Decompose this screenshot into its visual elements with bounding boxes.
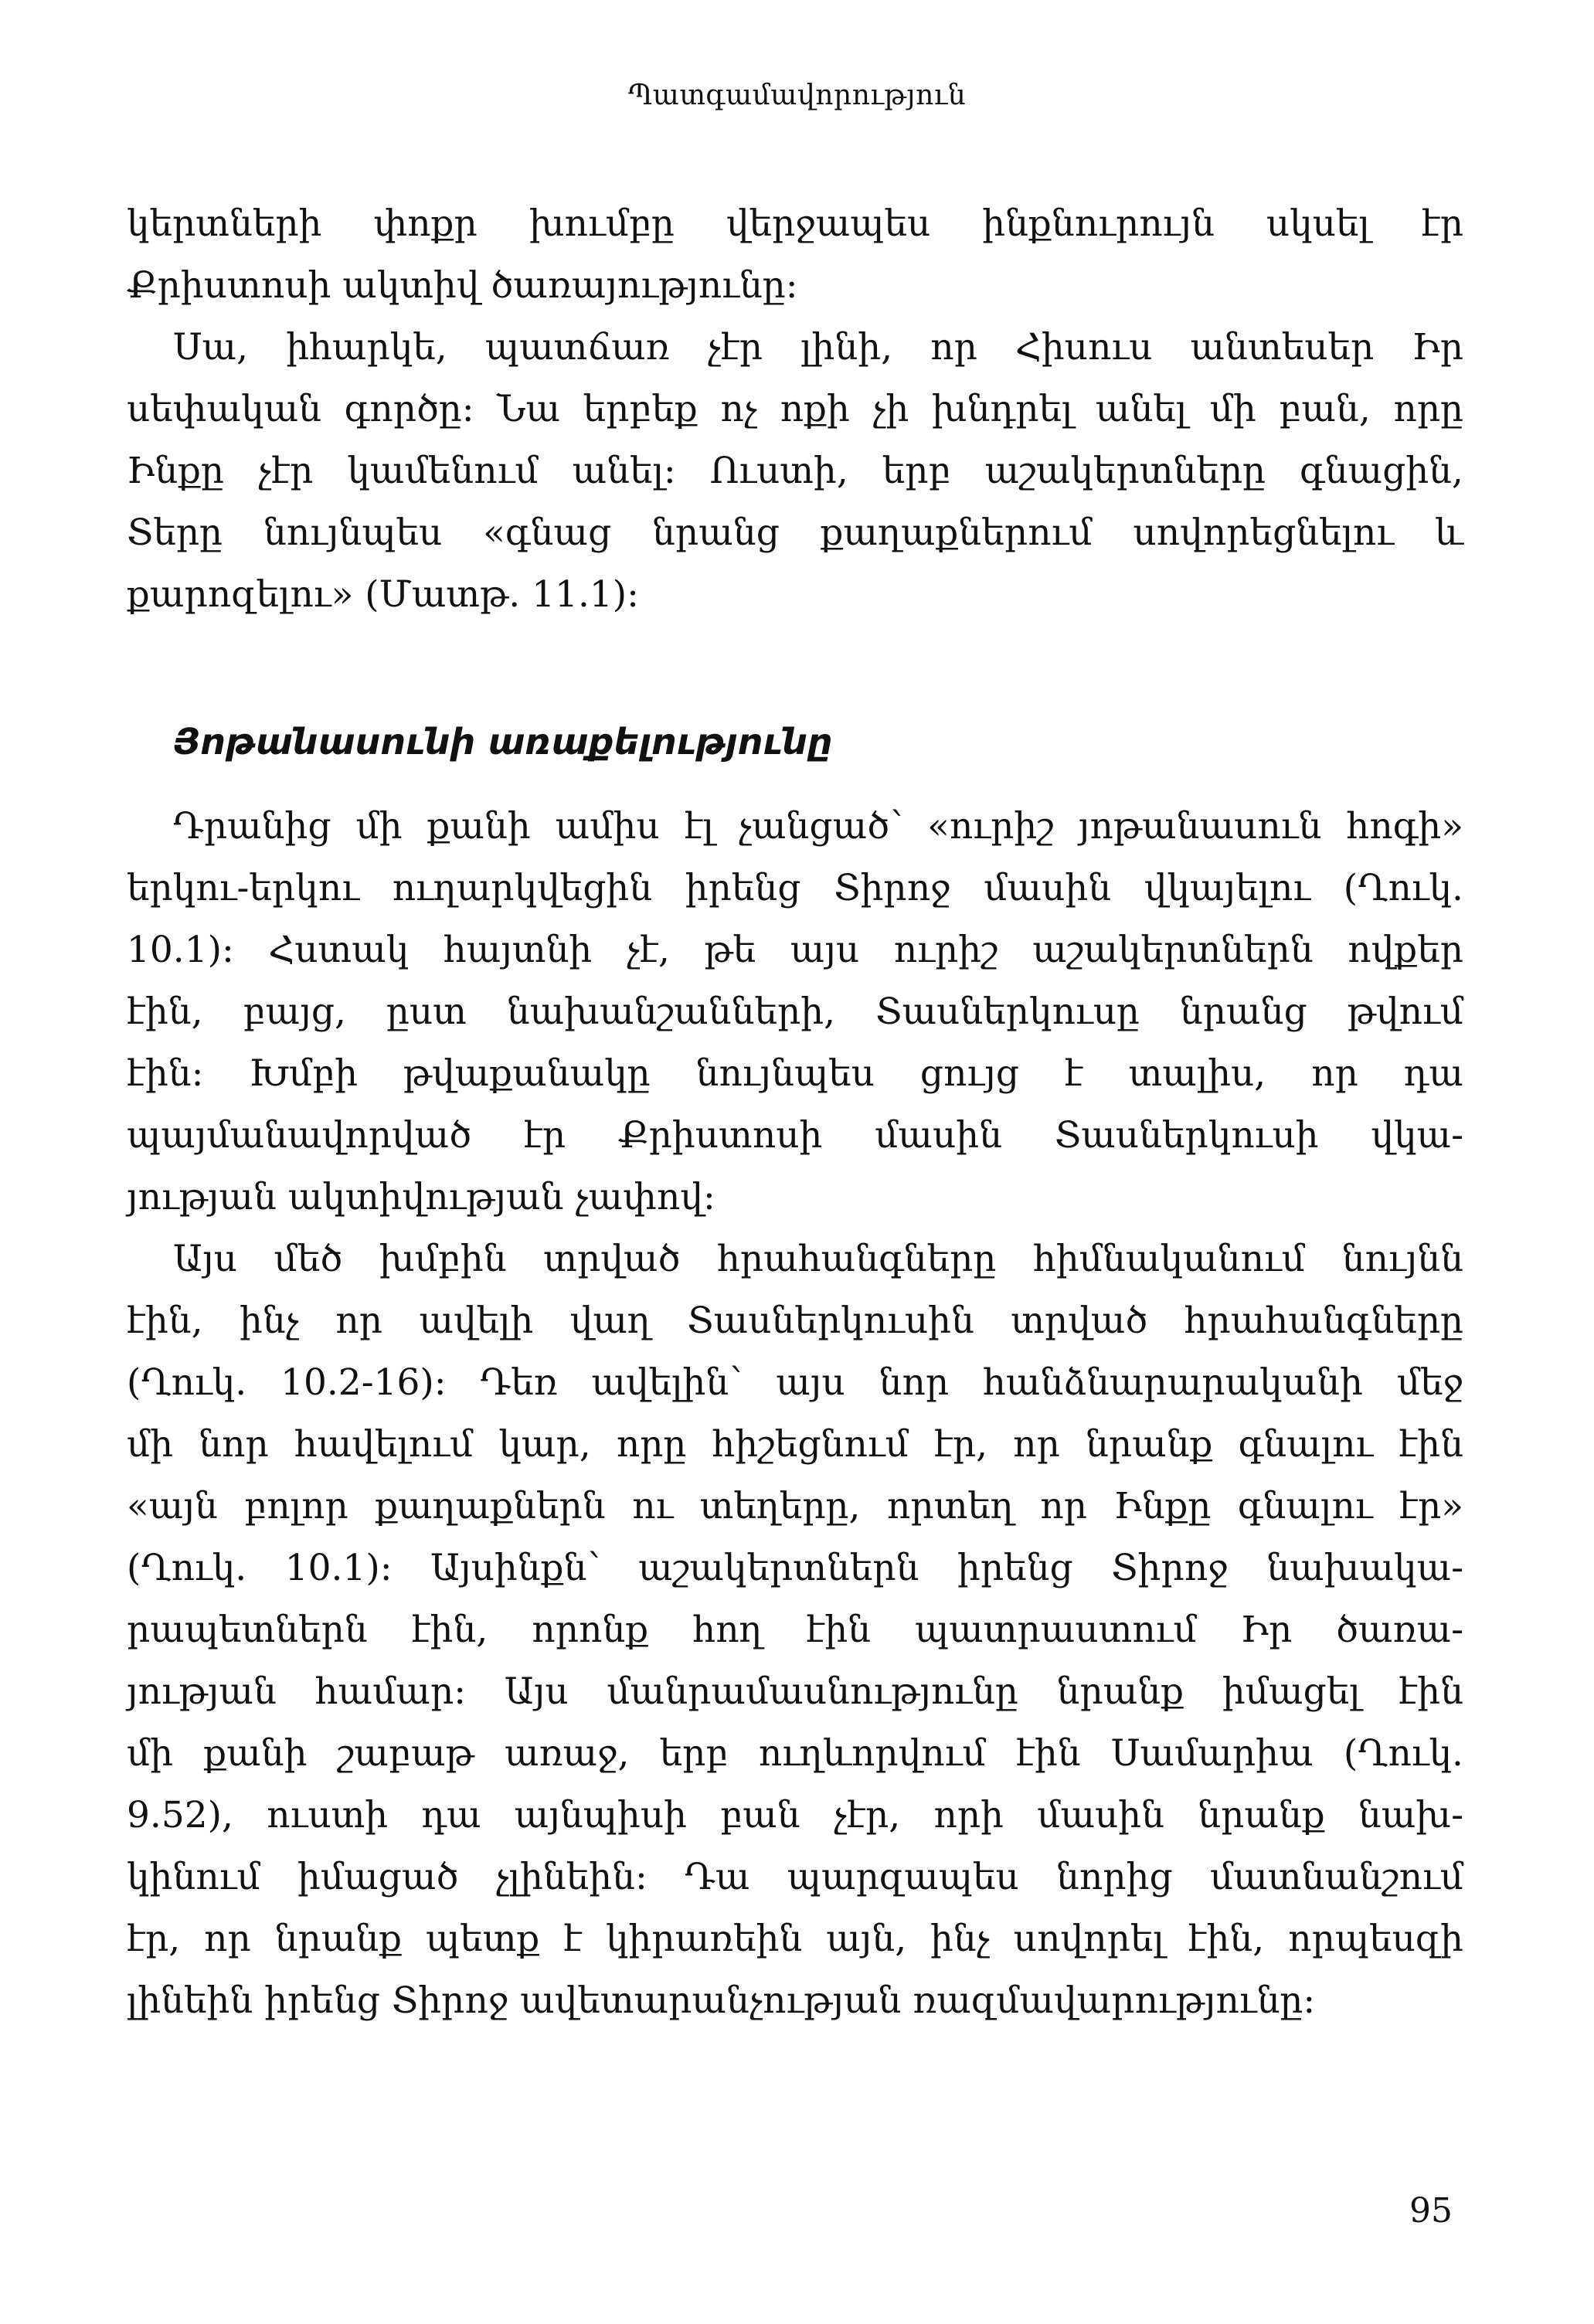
text-line: րապետներն էին, որոնք հող էին պատրաստում Իր ծառա- xyxy=(127,1609,1463,1651)
text-line: կինում իմացած չլինեին: Դա պարզապես նորից մատնանշում xyxy=(127,1856,1463,1898)
text-line: էին, բայց, ըստ նախանշանների, Տասներկուսը նրանց թվում xyxy=(127,990,1463,1033)
text-line: 9.52), ուստի դա այնպիսի բան չէր, որի մասին նրանք նախ- xyxy=(127,1794,1463,1836)
text-line: Սա, իհարկե, պատճառ չէր լինի, որ Հիսուս անտեսեր Իր xyxy=(173,326,1463,369)
text-line: կերտների փոքր խումբը վերջապես ինքնուրույն սկսել էր xyxy=(127,202,1463,245)
text-line: էին: Խմբի թվաքանակը նույնպես ցույց է տալիս, որ դա xyxy=(127,1052,1463,1095)
text-line: 10.1): Հստակ հայտնի չէ, թե այս ուրիշ աշակերտներն ովքեր xyxy=(127,929,1463,971)
text-line: «այն բոլոր քաղաքներն ու տեղերը, որտեղ որ Ինքը գնալու էր» xyxy=(127,1485,1463,1527)
text-line: էր, որ նրանք պետք է կիրառեին այն, ինչ սովորել էին, որպեսզի xyxy=(127,1918,1463,1960)
text-line: Այս մեծ խմբին տրված հրահանգները հիմնականում նույնն xyxy=(173,1238,1463,1280)
text-line: երկու-երկու ուղարկվեցին իրենց Տիրոջ մասին վկայելու (Ղուկ. xyxy=(127,867,1463,909)
text-line: մի քանի շաբաթ առաջ, երբ ուղևորվում էին Սամարիա (Ղուկ. xyxy=(127,1732,1463,1775)
text-line: սեփական գործը: Նա երբեք ոչ ոքի չի խնդրել անել մի բան, որը xyxy=(127,388,1463,430)
text-line: Դրանից մի քանի ամիս էլ չանցած՝ «ուրիշ յոթանասուն հոգի» xyxy=(173,805,1463,848)
text-line: պայմանավորված էր Քրիստոսի մասին Տասներկուսի վկա- xyxy=(127,1114,1463,1157)
text-line: լինեին իրենց Տիրոջ ավետարանչության ռազմավարությունը: xyxy=(127,1979,1316,2022)
section-heading: Յոթանասունի առաքելությունը xyxy=(173,721,833,763)
text-line: էին, ինչ որ ավելի վաղ Տասներկուսին տրված հրահանգները xyxy=(127,1300,1463,1342)
text-line: (Ղուկ. 10.2-16): Դեռ ավելին՝ այս նոր հանձնարարականի մեջ xyxy=(127,1361,1463,1404)
text-line: Ինքը չէր կամենում անել: Ուստի, երբ աշակերտները գնացին, xyxy=(127,450,1463,492)
text-line: Տերը նույնպես «գնաց նրանց քաղաքներում սովորեցնելու և xyxy=(127,511,1463,554)
text-line: մի նոր հավելում կար, որը հիշեցնում էր, որ նրանք գնալու էին xyxy=(127,1423,1463,1466)
text-line: (Ղուկ. 10.1): Այսինքն՝ աշակերտներն իրենց Տիրոջ նախակա- xyxy=(127,1547,1463,1589)
text-line: Քրիստոսի ակտիվ ծառայությունը: xyxy=(127,264,798,307)
text-line: քարոզելու» (Մատթ. 11.1): xyxy=(127,573,639,616)
text-line: յության համար: Այս մանրամասնությունը նրանք իմացել էին xyxy=(127,1670,1463,1713)
running-header: Պատգամավորություն xyxy=(627,80,967,111)
page-number: 95 xyxy=(1409,2191,1453,2231)
text-line: յության ակտիվության չափով: xyxy=(127,1176,715,1218)
